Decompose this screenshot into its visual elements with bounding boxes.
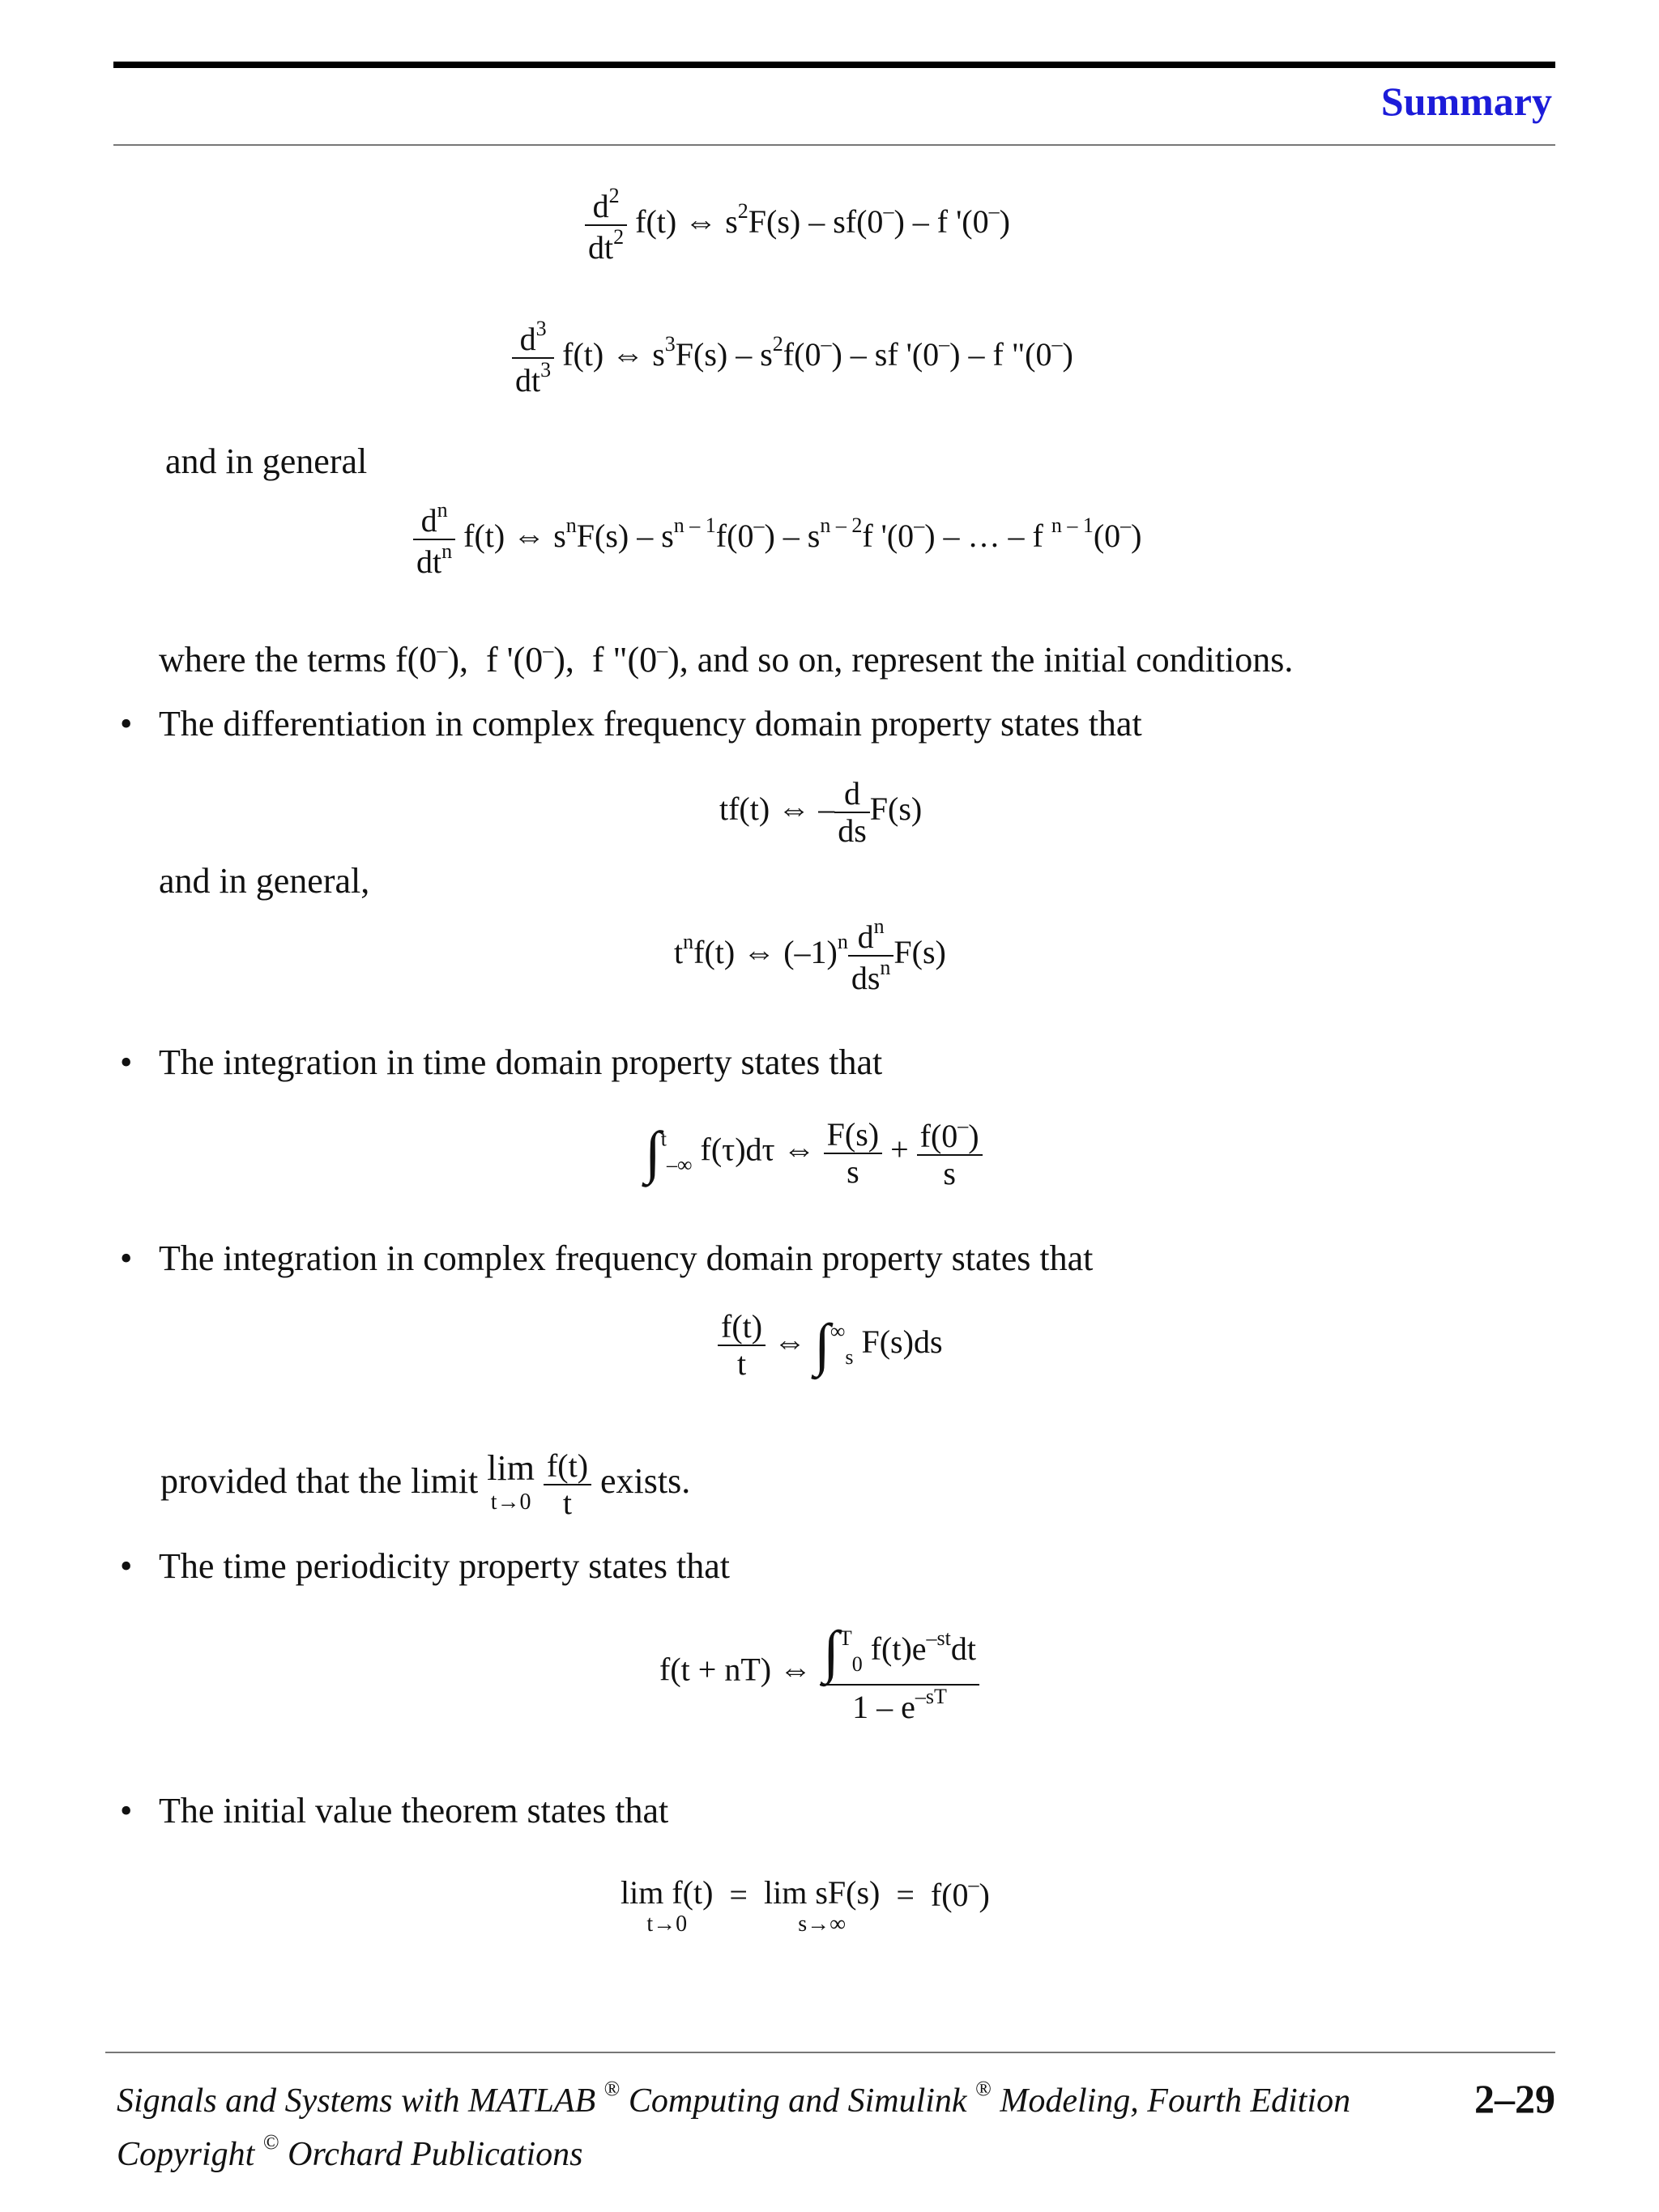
bullet-3: • bbox=[120, 1238, 133, 1278]
registered-mark-1: ® bbox=[603, 2077, 621, 2100]
equation-second-derivative: $\frac{d^2}{dt^2}$ f(t) ⇔ $s^2F(s) - sf(0^-)$ – f '(0–) bbox=[585, 185, 1010, 266]
bullet-4: • bbox=[120, 1546, 133, 1586]
section-title: Summary bbox=[1380, 79, 1552, 124]
provided-pre: provided that the limit bbox=[160, 1461, 479, 1502]
top-rule bbox=[113, 62, 1555, 68]
page-number: 2–29 bbox=[1474, 2076, 1555, 2121]
bullet-2: • bbox=[120, 1042, 133, 1082]
copyright-line bbox=[117, 2130, 582, 2174]
book-title-part-3: Modeling, Fourth Edition bbox=[1000, 2082, 1351, 2120]
initial-conditions-sentence bbox=[159, 640, 1293, 678]
publisher: Orchard Publications bbox=[288, 2136, 583, 2173]
and-in-general-1: and in general bbox=[165, 441, 368, 481]
book-title bbox=[117, 2077, 1350, 2120]
equation-periodicity: f(t + nT) ⇔ $\frac{\int^T_0 f(t)e^{-st}dt}{1 - e^{-sT}}$ bbox=[659, 1620, 979, 1725]
provided-limit-sentence: provided that the limit lim t→0 $\frac{f(t)}{t}$ exists. bbox=[160, 1447, 691, 1521]
where-terms-post: , and so on, represent the initial conditions. bbox=[679, 640, 1294, 680]
equation-freq-differentiation: tf(t) ⇔ – $\frac{d}{ds}$ F(s) bbox=[719, 775, 923, 849]
equation-third-derivative: $\frac{d^3}{dt^3}$ f(t) ⇔ $s^3F(s) - s^2f(0^-)$ – sf '(0–) – f "(0–) bbox=[512, 318, 1073, 399]
book-title-part-2: Computing and Simulink bbox=[628, 2082, 967, 2120]
bullet-periodic-text: The time periodicity property states that bbox=[159, 1546, 731, 1586]
bullet-freq-int-text: The integration in complex frequency domain property states that bbox=[159, 1238, 1094, 1278]
bullet-freq-diff-text: The differentiation in complex frequency domain property states that bbox=[159, 704, 1142, 744]
header-rule bbox=[113, 144, 1555, 146]
equation-freq-integration: $\frac{f(t)}{t}$ ⇔ $\int^\infty_s$ F(s)ds bbox=[718, 1309, 943, 1382]
equation-initial-value: lim f(t) t→0 = lim sF(s) s→∞ = f(0–) bbox=[621, 1873, 990, 1937]
footer-rule bbox=[105, 2052, 1555, 2053]
initial-terms: f(0–), f '(0–), f "(0–) bbox=[395, 638, 680, 680]
where-terms-pre: where the terms bbox=[159, 640, 386, 680]
bullet-initial-text: The initial value theorem states that bbox=[159, 1791, 669, 1831]
provided-post: exists. bbox=[600, 1461, 691, 1502]
limit-expression: lim t→0 bbox=[487, 1448, 535, 1515]
equation-nth-derivative: $\frac{d^n}{dt^n}$ f(t) ⇔ $s^nF(s) - s^{n - 1}f(0^-) - s^{n - 2}f$ '(0–) – … – f $^{n - 1}$(0–) bbox=[413, 499, 1141, 580]
bullet-time-int-text: The integration in time domain property states that bbox=[159, 1042, 883, 1082]
bullet-5: • bbox=[120, 1791, 133, 1831]
equation-time-integration: ∫$^t_{-\infty}$ f(τ)dτ ⇔ $\frac{F(s)}{s}$ + $\frac{f(0^-)}{s}$ bbox=[645, 1115, 983, 1191]
copyright-symbol: © bbox=[262, 2130, 279, 2154]
copyright-word: Copyright bbox=[117, 2136, 255, 2173]
book-title-part-1: Signals and Systems with MATLAB bbox=[117, 2082, 596, 2120]
registered-mark-2: ® bbox=[975, 2077, 992, 2100]
and-in-general-2: and in general, bbox=[159, 861, 370, 901]
equation-freq-differentiation-n: $t^nf(t)$ ⇔ $(-1)^n$ $\frac{d^n}{ds^n}$ F(s) bbox=[674, 914, 946, 996]
bullet-1: • bbox=[120, 704, 133, 744]
